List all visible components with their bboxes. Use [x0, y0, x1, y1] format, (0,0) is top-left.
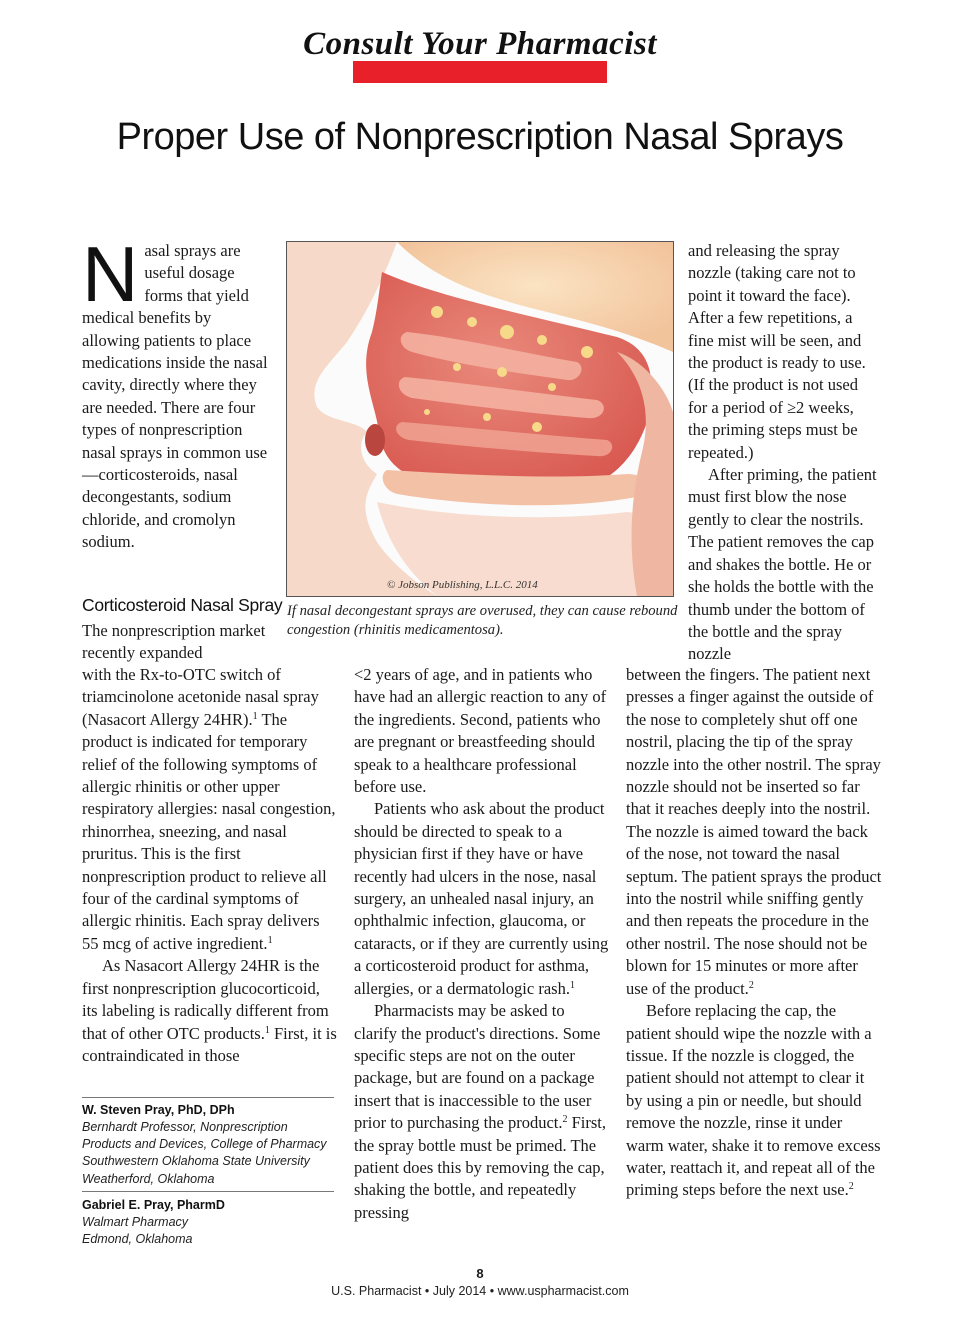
page-number: 8 — [476, 1266, 484, 1281]
author-affiliation-line: Southwestern Oklahoma State University — [82, 1154, 310, 1169]
footnote-ref: 1 — [569, 979, 575, 991]
footnote-ref: 2 — [562, 1114, 568, 1126]
col3-top — [688, 240, 878, 666]
section-heading: Corticosteroid Nasal Spray — [82, 595, 283, 615]
footnote-ref: 2 — [748, 979, 754, 991]
drop-cap: N — [82, 230, 139, 318]
col2-p3-end: First, the spray bottle must be primed. The patient does this by removing the cap, shaking the bottle, and repeatedly pressing — [354, 1113, 607, 1222]
col1-p2: As Nasacort Allergy 24HR is the first nonprescription glucocorticoid, its labeling is radically different from that of other OTC products. — [82, 956, 329, 1043]
author-affiliation-line: Bernhardt Professor, Nonprescription — [82, 1120, 288, 1134]
footnote-ref: 1 — [267, 934, 273, 946]
col2-p1: <2 years of age, and in patients who have had an allergic reaction to any of the ingredients. Second, patients who are pregnant or breastfeeding should speak to a healthcare professional before use. — [354, 665, 607, 797]
header-accent-bar — [353, 61, 607, 83]
footnote-ref: 1 — [264, 1024, 270, 1036]
author-affiliation-line: Walmart Pharmacy — [82, 1215, 189, 1229]
column-banner: Consult Your Pharmacist — [303, 26, 657, 62]
col2-body — [354, 664, 610, 1224]
col3-p3: Before replacing the cap, the patient should wipe the nozzle with a tissue. If the nozzle is clogged, the patient should not attempt to clear it by using a pin or needle, but should remove the nozzle, rinse it under warm water, shake it to remove excess water, reattach it, and repeat all of the priming steps before the next use. — [626, 1001, 881, 1200]
col1-p1-b: with the Rx-to-OTC switch of triamcinolone acetonide nasal spray (Nasacort Allergy 24HR). — [82, 665, 319, 729]
author-affiliation-line: Edmond, Oklahoma — [82, 1232, 193, 1247]
nasal-cavity-drawing — [287, 242, 673, 596]
col3-p1: and releasing the spray nozzle (taking care not to point it toward the face). After a few repetitions, a fine mist will be seen, and the product is ready to use. (If the product is not used for a period of ≥2 weeks, the priming steps must be repeated.) — [688, 241, 866, 462]
page-title: Proper Use of Nonprescription Nasal Sprays — [116, 116, 844, 158]
col3-body — [626, 664, 882, 1202]
col2-p2: Patients who ask about the product should be directed to speak to a physician first if they have or have recently had ulcers in the nose, nasal surgery, an unhealed nasal injury, an ophthalmic infection, glaucoma, or cataracts, or if they are currently using a corticosteroid product for asthma, allergies, or a dermatologic rash. — [354, 799, 609, 998]
figure-credit: © Jobson Publishing, L.L.C. 2014 — [387, 579, 538, 591]
figure-caption: If nasal decongestant sprays are overused, they can cause rebound congestion (rhinitis medicamentosa). — [287, 603, 678, 638]
col1-p1-a: The nonprescription market recently expanded — [82, 621, 266, 663]
col1-p2-end: First, it is contraindicated in those — [82, 1023, 337, 1065]
col1-p1-c: The product is indicated for temporary relief of the following symptoms of allergic rhinitis or other upper respiratory allergies: nasal congestion, rhinorrhea, sneezing, and nasal pruritus. This is the first nonprescription product to relieve all four of the cardinal symptoms of allergic rhinitis. Each spray delivers 55 mcg of active ingredient. — [82, 709, 336, 953]
author-affiliation-line: Weatherford, Oklahoma — [82, 1171, 215, 1186]
footnote-ref: 1 — [252, 710, 258, 722]
col1-body — [82, 664, 337, 1067]
col1-paragraph-start — [82, 620, 277, 665]
col3-p2-a: After priming, the patient must first blow the nose gently to clear the nostrils. The patient removes the cap and shakes the bottle. He or she holds the bottle with the thumb under the bottom of the bottle and the spray nozzle — [688, 465, 877, 664]
author-name: W. Steven Pray, PhD, DPh — [82, 1103, 235, 1117]
author-affiliation-line: Products and Devices, College of Pharmacy — [82, 1137, 327, 1152]
author-block — [82, 1102, 342, 1188]
intro-text: asal sprays are useful dosage forms that yield medical benefits by allowing patients to place medications inside the nasal cavity, directly where they are needed. There are four types of nonprescription nasal sprays in common use—corticosteroids, nasal decongestants, sodium chloride, and cromolyn sodium. — [82, 241, 268, 552]
col3-p2-b: between the fingers. The patient next presses a finger against the outside of the nose to completely shut off one nostril, placing the tip of the spray nozzle into the other nostril. The spray nozzle should not be inserted so far that it reaches deeply into the nostril. The nozzle is aimed toward the back of the nose, not toward the nasal septum. The patient sprays the product into the nostril while sniffing gently and then repeats the procedure in the other nostril. The nose should not be blown for 15 minutes or more after use of the product. — [626, 665, 882, 998]
author-divider — [82, 1097, 334, 1098]
author-name: Gabriel E. Pray, PharmD — [82, 1198, 225, 1212]
footnote-ref: 2 — [848, 1181, 854, 1193]
author-block — [82, 1197, 342, 1248]
nasal-anatomy-illustration — [286, 241, 674, 597]
author-divider — [82, 1191, 334, 1192]
footer-publication-line: U.S. Pharmacist • July 2014 • www.uspharmacist.com — [331, 1284, 629, 1298]
intro-paragraph — [82, 230, 272, 554]
col2-p3: Pharmacists may be asked to clarify the product's directions. Some specific steps are not on the outer package, but are found on a package insert that is inaccessible to the user prior to purchasing the product. — [354, 1001, 601, 1133]
